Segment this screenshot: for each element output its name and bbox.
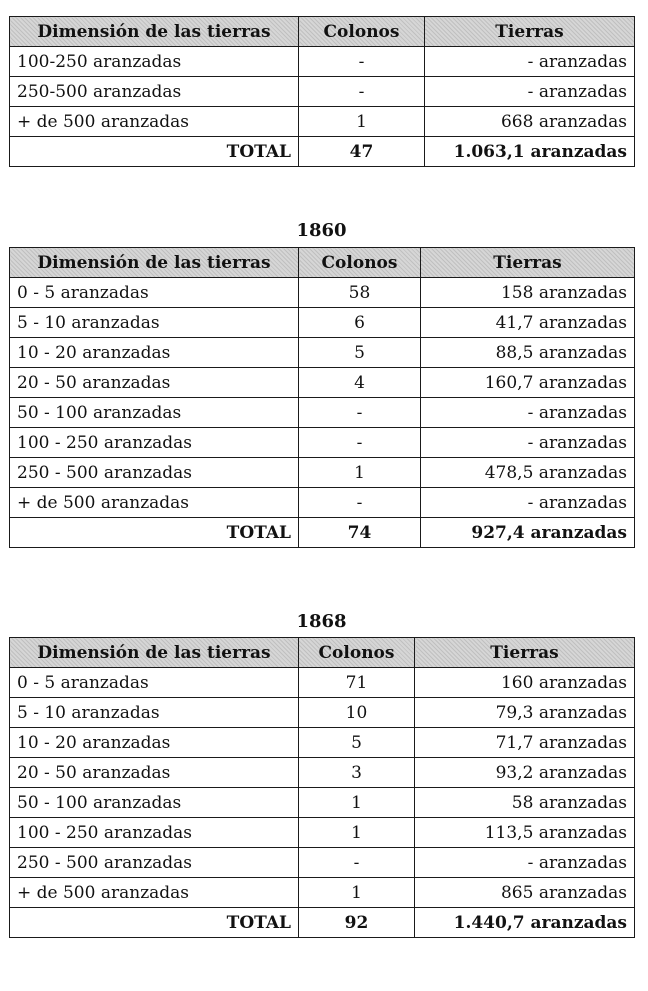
land-table-1 — [9, 16, 635, 167]
row-colonos: 4 — [299, 368, 421, 398]
row-dimension: 5 - 10 aranzadas — [10, 698, 299, 728]
row-dimension: 50 - 100 aranzadas — [10, 788, 299, 818]
table-row — [10, 458, 635, 488]
header-tierras: Tierras — [425, 17, 635, 47]
table-row — [10, 758, 635, 788]
header-tierras: Tierras — [415, 638, 635, 668]
header-dimension: Dimensión de las tierras — [10, 638, 299, 668]
row-dimension: 100 - 250 aranzadas — [10, 428, 299, 458]
row-colonos: 58 — [299, 278, 421, 308]
row-tierras: 58 aranzadas — [415, 788, 635, 818]
header-row — [10, 17, 635, 47]
row-tierras: 88,5 aranzadas — [421, 338, 635, 368]
row-tierras: - aranzadas — [421, 398, 635, 428]
table-row — [10, 848, 635, 878]
row-colonos: - — [299, 398, 421, 428]
header-row — [10, 638, 635, 668]
row-colonos: 5 — [299, 338, 421, 368]
row-tierras: 41,7 aranzadas — [421, 308, 635, 338]
total-label: TOTAL — [10, 137, 299, 167]
table-row — [10, 338, 635, 368]
row-colonos: - — [299, 47, 425, 77]
row-dimension: 250 - 500 aranzadas — [10, 848, 299, 878]
row-colonos: - — [299, 77, 425, 107]
row-dimension: + de 500 aranzadas — [10, 488, 299, 518]
header-colonos: Colonos — [299, 17, 425, 47]
row-colonos: - — [299, 848, 415, 878]
row-dimension: 10 - 20 aranzadas — [10, 338, 299, 368]
table-row — [10, 878, 635, 908]
total-tierras: 1.063,1 aranzadas — [425, 137, 635, 167]
row-tierras: 113,5 aranzadas — [415, 818, 635, 848]
table-row — [10, 368, 635, 398]
row-colonos: - — [299, 488, 421, 518]
row-dimension: 100-250 aranzadas — [10, 47, 299, 77]
total-label: TOTAL — [10, 908, 299, 938]
table-row — [10, 278, 635, 308]
row-dimension: 50 - 100 aranzadas — [10, 398, 299, 428]
header-dimension: Dimensión de las tierras — [10, 248, 299, 278]
row-dimension: 100 - 250 aranzadas — [10, 818, 299, 848]
row-dimension: 0 - 5 aranzadas — [10, 668, 299, 698]
table-row — [10, 107, 635, 137]
row-colonos: 6 — [299, 308, 421, 338]
total-row — [10, 908, 635, 938]
total-tierras: 927,4 aranzadas — [421, 518, 635, 548]
row-dimension: + de 500 aranzadas — [10, 878, 299, 908]
row-dimension: + de 500 aranzadas — [10, 107, 299, 137]
row-tierras: - aranzadas — [421, 488, 635, 518]
row-colonos: 3 — [299, 758, 415, 788]
table-row — [10, 698, 635, 728]
row-tierras: 160 aranzadas — [415, 668, 635, 698]
total-colonos: 47 — [299, 137, 425, 167]
land-table-1860 — [9, 247, 635, 548]
table-row — [10, 47, 635, 77]
row-colonos: 1 — [299, 788, 415, 818]
table-row — [10, 728, 635, 758]
table-row — [10, 668, 635, 698]
row-tierras: 158 aranzadas — [421, 278, 635, 308]
row-tierras: - aranzadas — [425, 77, 635, 107]
row-tierras: 79,3 aranzadas — [415, 698, 635, 728]
row-colonos: 5 — [299, 728, 415, 758]
total-colonos: 92 — [299, 908, 415, 938]
total-tierras: 1.440,7 aranzadas — [415, 908, 635, 938]
row-dimension: 5 - 10 aranzadas — [10, 308, 299, 338]
table-row — [10, 428, 635, 458]
row-tierras: - aranzadas — [425, 47, 635, 77]
header-dimension: Dimensión de las tierras — [10, 17, 299, 47]
row-colonos: 10 — [299, 698, 415, 728]
row-dimension: 10 - 20 aranzadas — [10, 728, 299, 758]
row-dimension: 0 - 5 aranzadas — [10, 278, 299, 308]
row-tierras: 93,2 aranzadas — [415, 758, 635, 788]
row-colonos: 1 — [299, 878, 415, 908]
row-colonos: 1 — [299, 818, 415, 848]
table-row — [10, 488, 635, 518]
header-tierras: Tierras — [421, 248, 635, 278]
row-tierras: 478,5 aranzadas — [421, 458, 635, 488]
land-table-1868 — [9, 637, 635, 938]
row-tierras: - aranzadas — [415, 848, 635, 878]
row-tierras: 160,7 aranzadas — [421, 368, 635, 398]
year-heading-1860: 1860 — [296, 220, 347, 241]
row-tierras: 865 aranzadas — [415, 878, 635, 908]
header-row — [10, 248, 635, 278]
header-colonos: Colonos — [299, 638, 415, 668]
header-colonos: Colonos — [299, 248, 421, 278]
year-heading-1868: 1868 — [296, 611, 347, 632]
row-colonos: 1 — [299, 107, 425, 137]
total-row — [10, 518, 635, 548]
row-tierras: - aranzadas — [421, 428, 635, 458]
table-row — [10, 818, 635, 848]
table-row — [10, 788, 635, 818]
row-colonos: 1 — [299, 458, 421, 488]
table-row — [10, 77, 635, 107]
row-tierras: 668 aranzadas — [425, 107, 635, 137]
row-dimension: 250-500 aranzadas — [10, 77, 299, 107]
total-label: TOTAL — [10, 518, 299, 548]
table-row — [10, 308, 635, 338]
total-row — [10, 137, 635, 167]
row-tierras: 71,7 aranzadas — [415, 728, 635, 758]
row-colonos: 71 — [299, 668, 415, 698]
total-colonos: 74 — [299, 518, 421, 548]
row-dimension: 20 - 50 aranzadas — [10, 368, 299, 398]
row-dimension: 250 - 500 aranzadas — [10, 458, 299, 488]
row-colonos: - — [299, 428, 421, 458]
row-dimension: 20 - 50 aranzadas — [10, 758, 299, 788]
table-row — [10, 398, 635, 428]
